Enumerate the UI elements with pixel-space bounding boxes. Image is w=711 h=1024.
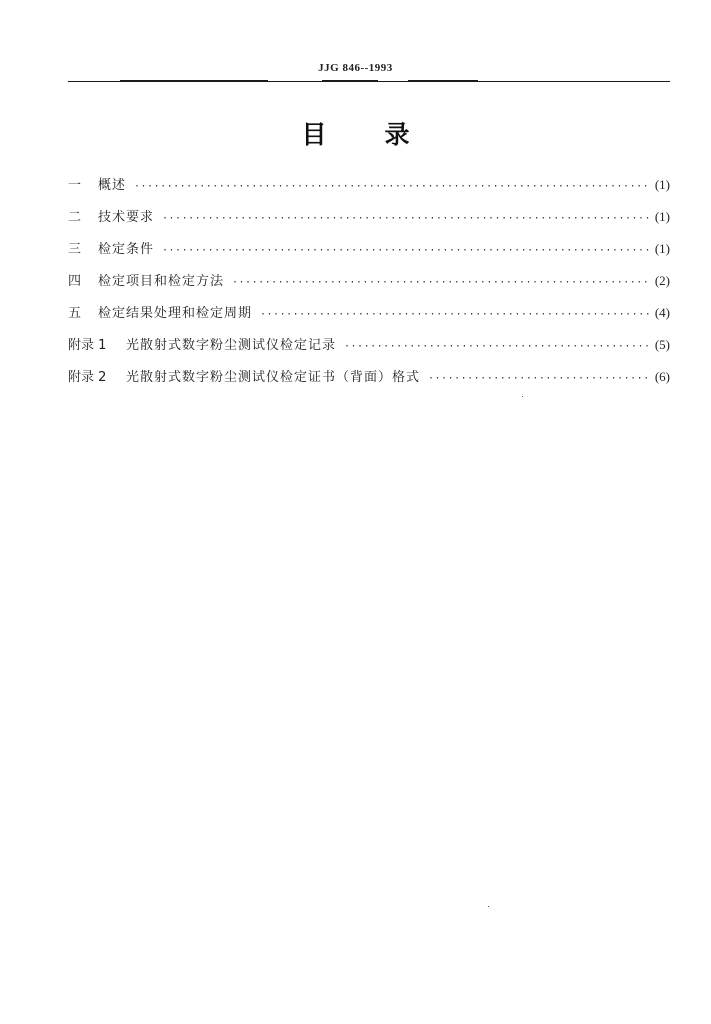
toc-entry — [68, 238, 670, 270]
toc-entry-number: 附录 2 — [68, 370, 107, 385]
toc-entry-page: (2) — [654, 273, 670, 288]
toc-dot-leader — [344, 341, 651, 352]
toc-entry-page: (1) — [654, 241, 670, 256]
toc-entry-page: (4) — [654, 305, 670, 320]
toc-entry-title: 技术要求 — [98, 210, 155, 225]
toc-title: 目录 — [301, 120, 468, 149]
toc-entry-appendix — [68, 334, 670, 366]
toc-dot-leader — [260, 309, 651, 320]
toc-dot-leader — [134, 181, 651, 192]
toc-entry-page: (6) — [654, 369, 670, 384]
toc-entry-title: 光散射式数字粉尘测试仪检定证书（背面）格式 — [126, 370, 421, 385]
toc-entry-page: (1) — [654, 177, 670, 192]
header-rule-accent — [408, 80, 478, 82]
toc-entry-title: 检定条件 — [98, 242, 155, 257]
toc-entry-title: 检定结果处理和检定周期 — [98, 306, 253, 321]
toc-entry-number: 一 — [68, 178, 82, 193]
toc-entry-appendix — [68, 366, 670, 398]
toc-entry — [68, 206, 670, 238]
toc-entry-number: 附录 1 — [68, 338, 107, 353]
toc-dot-leader — [428, 373, 651, 384]
toc-entry-page: (1) — [654, 209, 670, 224]
toc-entry-number: 四 — [68, 274, 82, 289]
header-rule-accent — [322, 80, 378, 82]
scan-speck — [522, 396, 523, 397]
toc-entry — [68, 270, 670, 302]
scan-speck — [488, 906, 489, 907]
toc-dot-leader — [162, 245, 651, 256]
document-code: JJG 846--1993 — [318, 62, 393, 74]
toc-entry-number: 三 — [68, 242, 82, 257]
toc-dot-leader — [232, 277, 651, 288]
toc-entry-page: (5) — [654, 337, 670, 352]
toc-entry-title: 检定项目和检定方法 — [98, 274, 225, 289]
toc-list — [68, 174, 670, 398]
header-rule-accent — [120, 80, 268, 82]
toc-entry-title: 光散射式数字粉尘测试仪检定记录 — [126, 338, 337, 353]
toc-entry-number: 二 — [68, 210, 82, 225]
toc-entry — [68, 174, 670, 206]
toc-dot-leader — [162, 213, 651, 224]
toc-entry-number: 五 — [68, 306, 82, 321]
toc-entry — [68, 302, 670, 334]
toc-entry-title: 概述 — [98, 178, 127, 193]
